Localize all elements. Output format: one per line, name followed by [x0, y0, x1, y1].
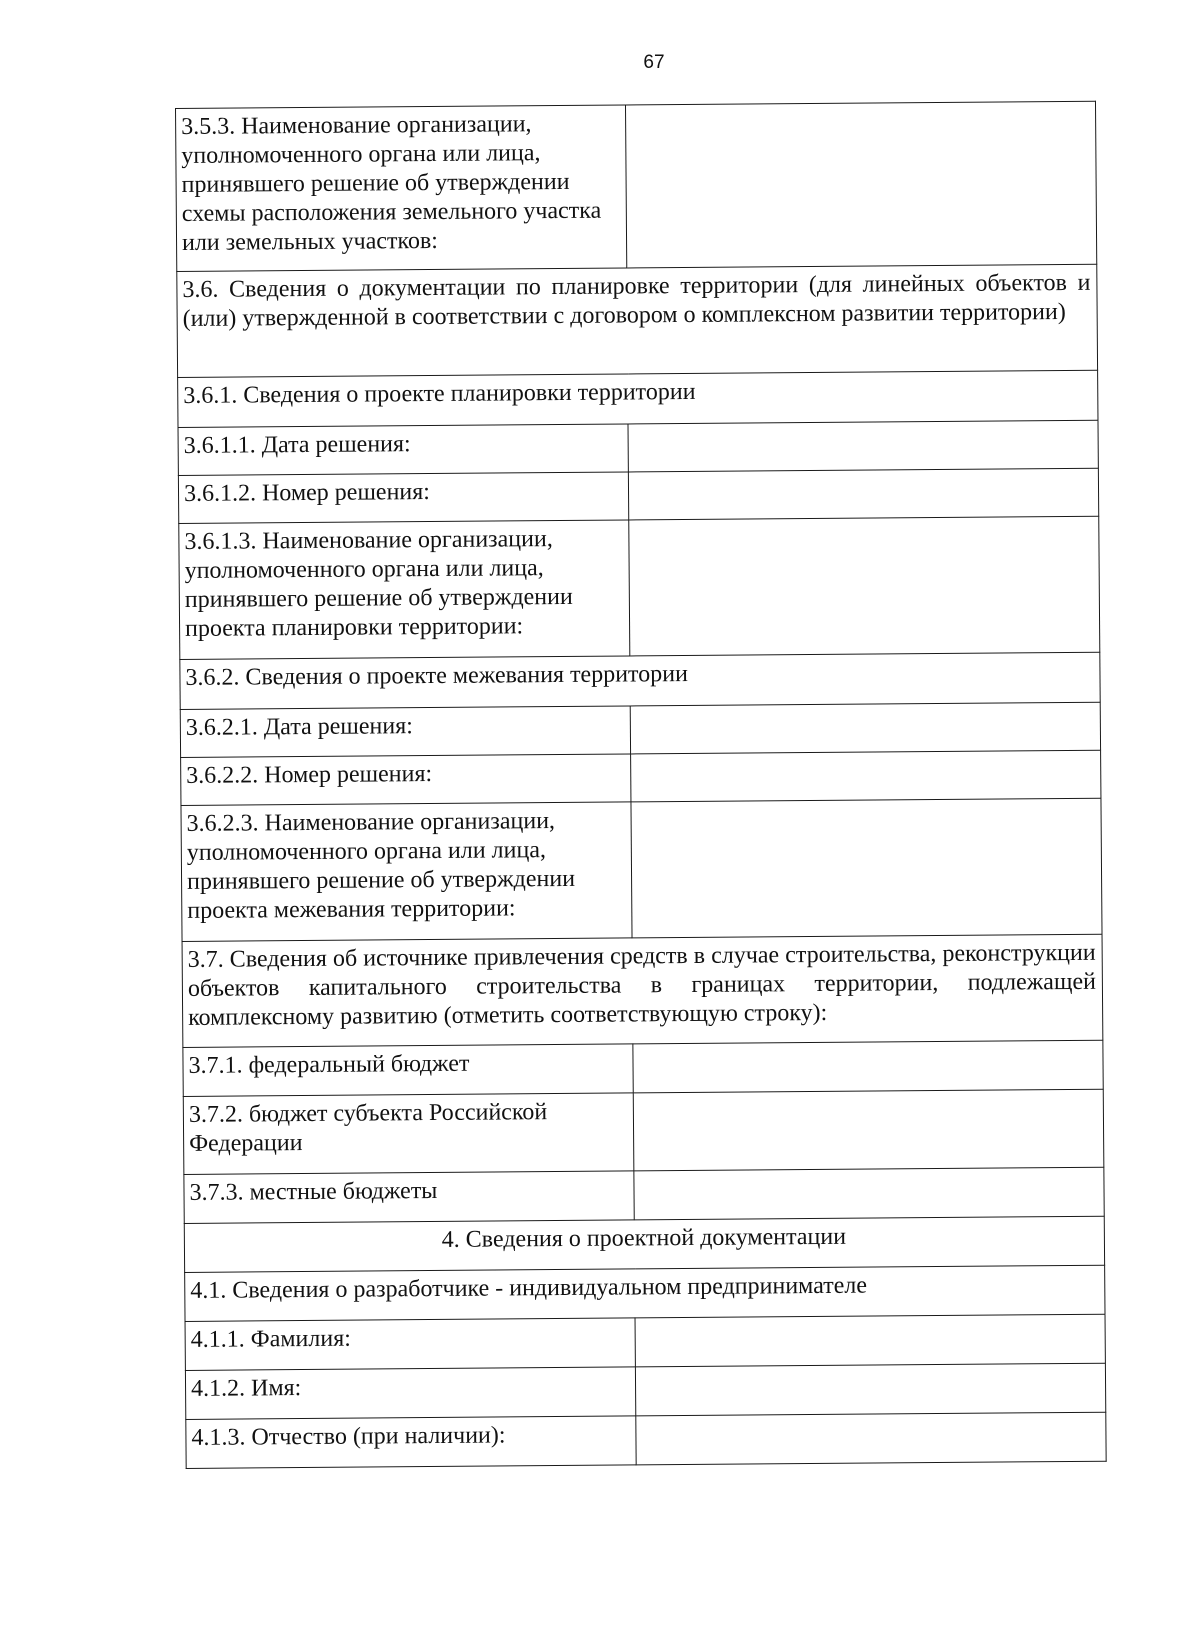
- section-heading: 3.6. Сведения о документации по планировке территории (для линейных объектов и (или) утвержденной в соответствии с договором о комплексном развитии территории): [177, 264, 1098, 377]
- value-field[interactable]: [631, 750, 1101, 802]
- value-field[interactable]: [628, 420, 1098, 472]
- row-label: 3.5.3. Наименование организации, уполномоченного органа или лица, принявшего решение об утверждении схемы расположения земельного участка или земельных участков:: [176, 105, 627, 272]
- row-4-1: [185, 1265, 1105, 1321]
- row-4-1-2: [185, 1363, 1105, 1419]
- subsection-heading: 4.1. Сведения о разработчике - индивидуальном предпринимателе: [185, 1265, 1105, 1321]
- page-number: 67: [643, 52, 665, 73]
- row-4-1-3: [186, 1412, 1106, 1468]
- row-label: 3.6.1.3. Наименование организации, уполномоченного органа или лица, принявшего решение об утверждении проекта планировки территории:: [179, 520, 630, 660]
- row-3-7: [182, 934, 1103, 1047]
- value-field[interactable]: [625, 101, 1096, 268]
- row-label: 3.6.1.1. Дата решения:: [178, 424, 628, 476]
- row-label: 3.7.1. федеральный бюджет: [183, 1044, 633, 1097]
- value-field[interactable]: [633, 1089, 1104, 1171]
- row-3-6-2: [180, 652, 1100, 709]
- row-3-6: [177, 264, 1098, 377]
- row-label: 3.7.3. местные бюджеты: [184, 1171, 634, 1224]
- row-label: 3.6.2.3. Наименование организации, уполномоченного органа или лица, принявшего решение об утверждении проекта межевания территории:: [181, 802, 632, 942]
- subsection-heading: 3.6.1. Сведения о проекте планировки территории: [178, 370, 1098, 427]
- section-title: 4. Сведения о проектной документации: [184, 1216, 1104, 1272]
- row-label: 3.6.2.1. Дата решения:: [180, 706, 630, 758]
- form-table: [175, 101, 1107, 1469]
- value-field[interactable]: [629, 516, 1100, 656]
- value-field[interactable]: [635, 1363, 1105, 1416]
- value-field[interactable]: [631, 798, 1102, 938]
- value-field[interactable]: [633, 1040, 1103, 1093]
- row-label: 4.1.1. Фамилия:: [185, 1318, 635, 1371]
- row-3-6-2-1: [180, 702, 1100, 757]
- row-4: [184, 1216, 1104, 1272]
- row-label: 4.1.2. Имя:: [185, 1367, 635, 1420]
- row-3-5-3: [176, 101, 1097, 271]
- section-heading: 3.7. Сведения об источнике привлечения средств в случае строительства, реконструкции объектов капитального строительства в границах территории, подлежащей комплексному развитию (отметить соответствующую строку):: [182, 934, 1103, 1047]
- value-field[interactable]: [634, 1167, 1104, 1220]
- row-label: 3.6.1.2. Номер решения:: [178, 472, 628, 524]
- row-label: 4.1.3. Отчество (при наличии):: [186, 1416, 636, 1469]
- row-3-7-3: [184, 1167, 1104, 1223]
- row-3-6-1-3: [179, 516, 1100, 659]
- row-3-7-2: [183, 1089, 1104, 1174]
- value-field[interactable]: [628, 468, 1098, 520]
- row-3-7-1: [183, 1040, 1103, 1096]
- row-4-1-1: [185, 1314, 1105, 1370]
- row-3-6-2-2: [181, 750, 1101, 805]
- value-field[interactable]: [635, 1314, 1105, 1367]
- row-label: 3.6.2.2. Номер решения:: [181, 754, 631, 806]
- row-3-6-1-1: [178, 420, 1098, 475]
- value-field[interactable]: [630, 702, 1100, 754]
- row-3-6-2-3: [181, 798, 1102, 941]
- row-3-6-1: [178, 370, 1098, 427]
- row-3-6-1-2: [178, 468, 1098, 523]
- subsection-heading: 3.6.2. Сведения о проекте межевания территории: [180, 652, 1100, 709]
- value-field[interactable]: [636, 1412, 1106, 1465]
- row-label: 3.7.2. бюджет субъекта Российской Федерации: [183, 1093, 634, 1175]
